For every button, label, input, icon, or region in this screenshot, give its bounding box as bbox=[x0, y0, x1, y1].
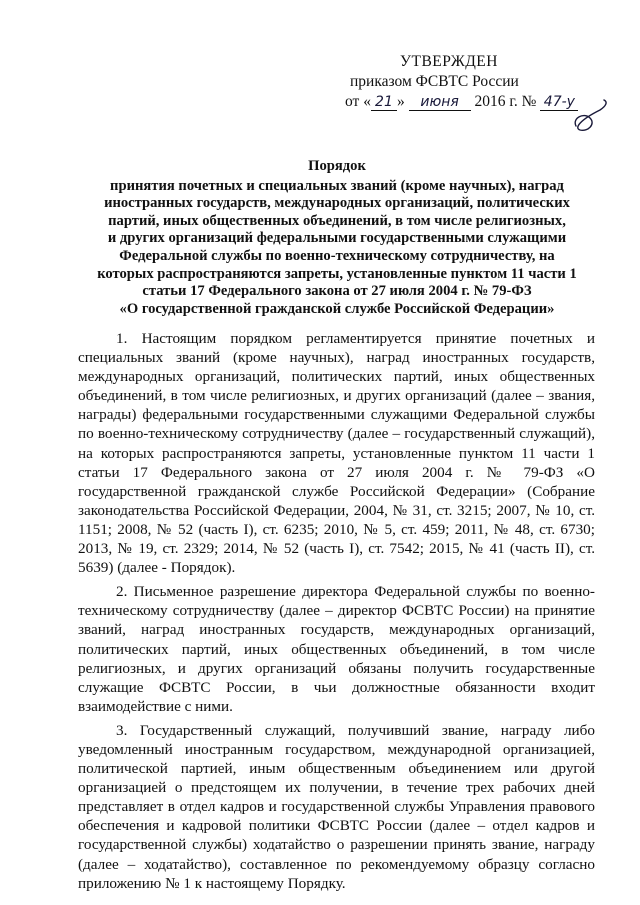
date-prefix: от « bbox=[345, 93, 371, 110]
document-body bbox=[78, 329, 595, 898]
title-line: «О государственной гражданской службе Российской Федерации» bbox=[119, 300, 555, 317]
handwritten-order-number: 47-у bbox=[540, 95, 578, 111]
title-line: статьи 17 Федерального закона от 27 июля 2004 г. № 79-ФЗ bbox=[142, 283, 532, 300]
signature-flourish-icon bbox=[570, 96, 612, 136]
document-title bbox=[72, 158, 602, 318]
title-line: и других организаций федеральными государственными служащими bbox=[107, 230, 567, 247]
title-line: иностранных государств, международных организаций, политических bbox=[104, 195, 570, 212]
order-label: приказом ФСВТС России bbox=[350, 73, 519, 90]
title-heading: Порядок bbox=[308, 158, 366, 174]
year-number-label: 2016 г. № bbox=[474, 93, 537, 110]
approved-label: УТВЕРЖДЕН bbox=[400, 53, 498, 70]
paragraph-2: 2. Письменное разрешение директора Федеральной службы по военно-техническому сотрудничеству (далее – директор ФСВТС России) на принятие званий, наград иностранных государств, международных организаций, политических партий, иных общественных объединений, в том числе религиозных, и других организаций обязаны получить государственные служащие ФСВТС России, в чьи должностные обязанности входит взаимодействие с ними. bbox=[78, 583, 595, 715]
paragraph-1: 1. Настоящим порядком регламентируется принятие почетных и специальных званий (кроме научных), наград иностранных государств, международных организаций, политических партий, иных общественных объединений, в том числе религиозных, и других организаций (далее – звания, награды) федеральными государственными служащими Федеральной службы по военно-техническому сотрудничеству (далее – государственный служащий), на которых распространяются запреты, установленные пунктом 11 части 1 статьи 17 Федерального закона от 27 июля 2004 г. № 79-ФЗ «О государственной гражданской службе Российской Федерации» (Собрание законодательства Российской Федерации, 2004, № 31, ст. 3215; 2007, № 10, ст. 1151; 2008, № 52 (часть I), ст. 6235; 2010, № 5, ст. 459; 2011, № 48, ст. 6730; 2013, № 19, ст. 2329; 2014, № 52 (часть I), ст. 7542; 2015, № 41 (часть II), ст. 5639) (далее - Порядок). bbox=[78, 330, 595, 577]
handwritten-day: 21 bbox=[371, 95, 397, 111]
date-mid: » bbox=[396, 93, 405, 110]
title-line: партий, иных общественных объединений, в том числе религиозных, bbox=[108, 212, 566, 229]
paragraph-3: 3. Государственный служащий, получивший звание, награду либо уведомленный иностранным государством, международной организацией, политической партией, иным общественным объединением или другой организацией о предстоящем их получении, в течение трех рабочих дней представляет в отдел кадров и государственной службы Управления правового обеспечения и кадровой политики ФСВТС России (далее – отдел кадров и государственной службы) ходатайство о разрешении принять звание, награду (далее – ходатайство), составленное по рекомендуемому образцу согласно приложению № 1 к настоящему Порядку. bbox=[78, 721, 595, 892]
title-line: принятия почетных и специальных званий (кроме научных), наград bbox=[110, 177, 564, 194]
title-line: Федеральной службы по военно-техническому сотрудничеству, на bbox=[119, 247, 555, 264]
title-line: которых распространяются запреты, установленные пунктом 11 части 1 bbox=[97, 265, 577, 282]
handwritten-month: июня bbox=[409, 95, 471, 111]
